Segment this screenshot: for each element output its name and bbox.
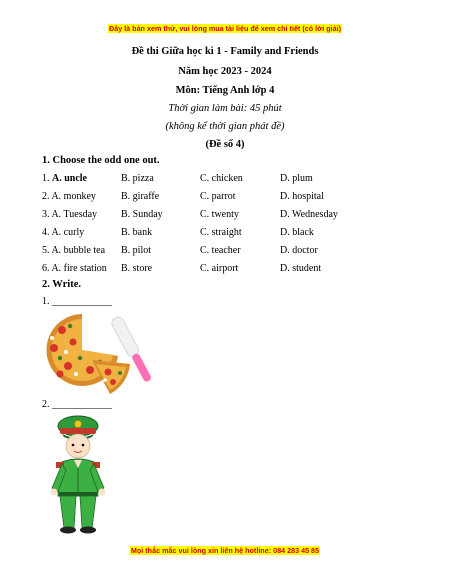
section1-title: 1. Choose the odd one out. — [42, 155, 160, 166]
option-a: A. monkey — [51, 191, 96, 202]
school-year: Năm học 2023 - 2024 — [178, 66, 272, 77]
option-d: D. plum — [280, 173, 313, 184]
option-d: D. student — [280, 263, 322, 274]
option-b: B. Sunday — [121, 209, 163, 220]
preview-banner-text: Đây là bản xem thử, vui lòng mua tài liệu để xem chi tiết (có lời giải) — [109, 24, 341, 33]
exam-number: (Đề số 4) — [205, 139, 245, 150]
write-blank: 1. ____________ — [42, 296, 112, 307]
option-d: D. hospital — [280, 191, 324, 202]
option-c: C. straight — [200, 227, 242, 238]
hotline-banner-text: Mọi thắc mắc vui lòng xin liên hệ hotline: 084 283 45 85 — [130, 546, 320, 555]
option-d: D. black — [280, 227, 314, 238]
option-a: A. fire station — [51, 263, 107, 274]
option-c: C. airport — [200, 263, 239, 274]
subject: Môn: Tiếng Anh lớp 4 — [175, 85, 275, 96]
option-a: A. uncle — [52, 173, 87, 184]
option-b: B. giraffe — [121, 191, 160, 202]
option-b: B. pilot — [121, 245, 152, 256]
police-officer-image — [44, 412, 114, 536]
time-note: (không kể thời gian phát đề) — [165, 121, 285, 132]
option-c: C. twenty — [200, 209, 239, 220]
hotline-banner — [0, 546, 450, 555]
pizza-image — [40, 308, 165, 398]
option-c: C. parrot — [200, 191, 236, 202]
preview-banner — [0, 24, 450, 33]
option-b: B. pizza — [121, 173, 154, 184]
question-number: 5. — [42, 245, 52, 256]
question-number: 3. — [42, 209, 52, 220]
option-a: A. Tuesday — [51, 209, 98, 220]
time-limit: Thời gian làm bài: 45 phút — [168, 103, 282, 114]
option-d: D. Wednesday — [280, 209, 338, 220]
exam-title: Đề thi Giữa học kì 1 - Family and Friends — [131, 46, 319, 57]
option-c: C. chicken — [200, 173, 243, 184]
option-b: B. bank — [121, 227, 153, 238]
section2-title: 2. Write. — [42, 279, 81, 290]
question-number: 2. — [42, 191, 52, 202]
question-number: 6. — [42, 263, 52, 274]
option-c: C. teacher — [200, 245, 241, 256]
option-b: B. store — [121, 263, 153, 274]
write-blank: 2. ____________ — [42, 399, 112, 410]
option-a: A. curly — [51, 227, 85, 238]
option-a: A. bubble tea — [51, 245, 106, 256]
option-d: D. doctor — [280, 245, 318, 256]
question-number: 4. — [42, 227, 52, 238]
question-number: 1. — [42, 173, 52, 184]
